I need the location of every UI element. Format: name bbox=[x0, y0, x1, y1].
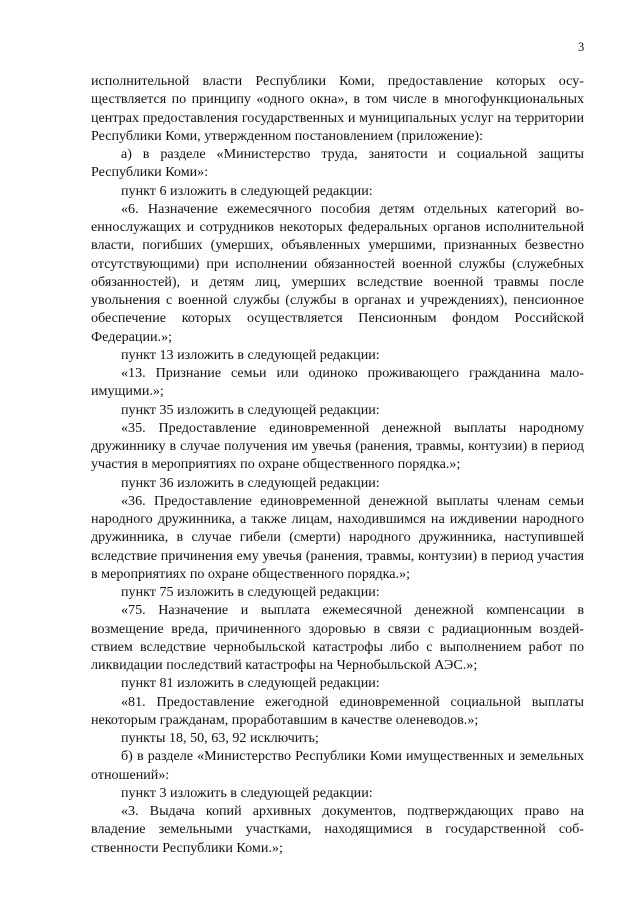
paragraph: пункт 35 изложить в следующей редакции: bbox=[121, 401, 380, 418]
paragraph: «3. Выдача копий архивных документов, подтверждающих право на владение земельными участками, находящимися в государственной собственности Республики Коми.»; bbox=[91, 803, 584, 856]
paragraph: «35. Предоставление единовременной денежной выплаты народному дружиннику в случае получения им увечья (ранения, травмы, контузии) в период участия в мероприятиях по охране общественного порядка.»; bbox=[91, 419, 584, 473]
paragraph: пункт 81 изложить в следующей редакции: bbox=[121, 675, 380, 692]
paragraph: пункт 36 изложить в следующей редакции: bbox=[121, 474, 380, 491]
paragraph: пункт 75 изложить в следующей редакции: bbox=[121, 584, 380, 600]
paragraph: «36. Предоставление единовременной денежной выплаты членам семьи народного дружинника, а также лицам, находившимся на иждивении народного дружинника, в случае гибели (смерти) народного дружинника, наступившей вследствие причинения ему увечья (ранения, травмы, контузии) в период участия в мероприятиях по охране общественного порядка.»; bbox=[91, 492, 584, 582]
paragraph: исполнительной власти Республики Коми, предоставление которых осуществляется по принципу «одного окна», в том числе в многофункциональных центрах предоставления государственных и муниципальных услуг на территории Республики Коми, утвержденном постановлением (приложение): bbox=[91, 73, 584, 144]
paragraph: б) в разделе «Министерство Республики Коми имущественных и земельных отношений»: bbox=[91, 748, 584, 783]
paragraph: «13. Признание семьи или одиноко проживающего гражданина малоимущими.»; bbox=[91, 365, 584, 400]
paragraph: пункты 18, 50, 63, 92 исключить; bbox=[121, 730, 319, 746]
paragraph: пункт 13 изложить в следующей редакции: bbox=[121, 346, 380, 363]
paragraph: «6. Назначение ежемесячного пособия детям отдельных категорий военнослужащих и сотрудников некоторых федеральных органов исполнительной власти, погибших (умерших, объявленных умершими, признанных безвестно отсутствующими) при исполнении обязанностей военной службы (служебных обязанностей), и детям лиц, умерших вследствие военной травмы после увольнения с военной службы (службы в органах и учреждениях), пенсионное обеспечение которых осуществляется Пенсионным фондом Российской Федерации.»; bbox=[91, 200, 584, 345]
paragraph: пункт 6 изложить в следующей редакции: bbox=[121, 182, 373, 199]
document-body bbox=[91, 72, 584, 857]
page-number: 3 bbox=[578, 40, 585, 54]
paragraph: «75. Назначение и выплата ежемесячной денежной компенсации в возмещение вреда, причиненного здоровью в связи с радиационным воздействием вследствие чернобыльской катастрофы либо с выполнением работ по ликвидации последствий катастрофы на Чернобыльской АЭС.»; bbox=[91, 602, 584, 673]
paragraph: а) в разделе «Министерство труда, занятости и социальной защиты Республики Коми»: bbox=[91, 146, 584, 181]
paragraph: «81. Предоставление ежегодной единовременной социальной выплаты некоторым гражданам, проработавшим в качестве оленеводов.»; bbox=[91, 693, 584, 728]
paragraph: пункт 3 изложить в следующей редакции: bbox=[121, 784, 373, 801]
